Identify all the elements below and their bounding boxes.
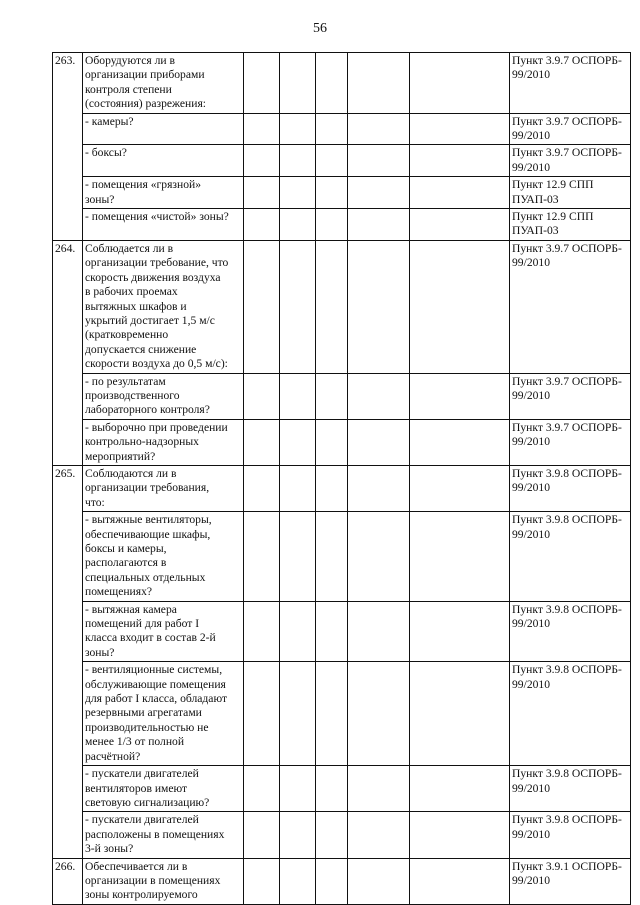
regulation-reference: Пункт 12.9 СПП ПУАП-03 bbox=[510, 177, 631, 209]
requirement-question: Соблюдается ли в организации требование, что скорость движения воздуха в рабочих проемах вытяжных шкафов и укрытий достигает 1,5 м/с (кратковременно допускается снижение скорости воздуха до 0,5 м/с): bbox=[83, 240, 244, 373]
answer-cell bbox=[280, 177, 316, 209]
answer-cell bbox=[410, 53, 510, 114]
answer-cell bbox=[316, 113, 348, 145]
answer-cell bbox=[410, 812, 510, 858]
answer-cell bbox=[244, 601, 280, 662]
regulation-reference: Пункт 3.9.7 ОСПОРБ- 99/2010 bbox=[510, 53, 631, 114]
requirement-subitem: - вытяжные вентиляторы, обеспечивающие шкафы, боксы и камеры, располагаются в специальных отдельных помещениях? bbox=[83, 512, 244, 601]
answer-cell bbox=[244, 145, 280, 177]
checklist-table bbox=[52, 52, 631, 905]
requirement-subitem: - пускатели двигателей расположены в помещениях 3-й зоны? bbox=[83, 812, 244, 858]
answer-cell bbox=[348, 209, 410, 241]
answer-cell bbox=[280, 766, 316, 812]
regulation-reference: Пункт 3.9.8 ОСПОРБ- 99/2010 bbox=[510, 601, 631, 662]
answer-cell bbox=[410, 858, 510, 904]
answer-cell bbox=[244, 240, 280, 373]
item-number: 265. bbox=[53, 465, 83, 858]
requirement-subitem: - вентиляционные системы, обслуживающие помещения для работ I класса, обладают резервными агрегатами производительностью не менее 1/3 от полной расчётной? bbox=[83, 662, 244, 766]
answer-cell bbox=[280, 512, 316, 601]
answer-cell bbox=[348, 145, 410, 177]
regulation-reference: Пункт 3.9.7 ОСПОРБ- 99/2010 bbox=[510, 240, 631, 373]
requirement-subitem: - выборочно при проведении контрольно-надзорных мероприятий? bbox=[83, 419, 244, 465]
answer-cell bbox=[348, 766, 410, 812]
answer-cell bbox=[410, 601, 510, 662]
answer-cell bbox=[280, 601, 316, 662]
item-number: 264. bbox=[53, 240, 83, 465]
answer-cell bbox=[410, 766, 510, 812]
answer-cell bbox=[410, 240, 510, 373]
answer-cell bbox=[348, 662, 410, 766]
regulation-reference: Пункт 3.9.7 ОСПОРБ- 99/2010 bbox=[510, 373, 631, 419]
regulation-reference: Пункт 3.9.8 ОСПОРБ- 99/2010 bbox=[510, 812, 631, 858]
answer-cell bbox=[316, 145, 348, 177]
answer-cell bbox=[280, 113, 316, 145]
answer-cell bbox=[348, 601, 410, 662]
answer-cell bbox=[348, 177, 410, 209]
requirement-question: Обеспечивается ли в организации в помещениях зоны контролируемого bbox=[83, 858, 244, 904]
answer-cell bbox=[316, 209, 348, 241]
regulation-reference: Пункт 12.9 СПП ПУАП-03 bbox=[510, 209, 631, 241]
answer-cell bbox=[316, 419, 348, 465]
requirement-subitem: - пускатели двигателей вентиляторов имеют световую сигнализацию? bbox=[83, 766, 244, 812]
table-row bbox=[53, 512, 631, 601]
requirement-subitem: - помещения «чистой» зоны? bbox=[83, 209, 244, 241]
answer-cell bbox=[410, 419, 510, 465]
requirement-subitem: - вытяжная камера помещений для работ I класса входит в состав 2-й зоны? bbox=[83, 601, 244, 662]
answer-cell bbox=[244, 766, 280, 812]
answer-cell bbox=[348, 373, 410, 419]
answer-cell bbox=[348, 419, 410, 465]
requirement-question: Соблюдаются ли в организации требования, что: bbox=[83, 465, 244, 511]
table-row bbox=[53, 766, 631, 812]
answer-cell bbox=[316, 766, 348, 812]
answer-cell bbox=[244, 858, 280, 904]
answer-cell bbox=[316, 512, 348, 601]
table-row bbox=[53, 145, 631, 177]
answer-cell bbox=[280, 373, 316, 419]
table-row bbox=[53, 113, 631, 145]
answer-cell bbox=[348, 812, 410, 858]
table-row bbox=[53, 209, 631, 241]
answer-cell bbox=[280, 240, 316, 373]
answer-cell bbox=[410, 465, 510, 511]
table-row bbox=[53, 812, 631, 858]
regulation-reference: Пункт 3.9.1 ОСПОРБ- 99/2010 bbox=[510, 858, 631, 904]
answer-cell bbox=[316, 812, 348, 858]
regulation-reference: Пункт 3.9.8 ОСПОРБ- 99/2010 bbox=[510, 766, 631, 812]
answer-cell bbox=[244, 512, 280, 601]
answer-cell bbox=[280, 209, 316, 241]
answer-cell bbox=[348, 858, 410, 904]
answer-cell bbox=[410, 177, 510, 209]
answer-cell bbox=[280, 465, 316, 511]
answer-cell bbox=[280, 145, 316, 177]
answer-cell bbox=[316, 601, 348, 662]
answer-cell bbox=[316, 465, 348, 511]
table-row bbox=[53, 419, 631, 465]
item-number: 263. bbox=[53, 53, 83, 241]
answer-cell bbox=[244, 812, 280, 858]
answer-cell bbox=[348, 240, 410, 373]
answer-cell bbox=[244, 209, 280, 241]
item-number: 266. bbox=[53, 858, 83, 904]
answer-cell bbox=[244, 177, 280, 209]
answer-cell bbox=[410, 113, 510, 145]
answer-cell bbox=[280, 858, 316, 904]
table-row bbox=[53, 662, 631, 766]
answer-cell bbox=[348, 465, 410, 511]
answer-cell bbox=[410, 512, 510, 601]
answer-cell bbox=[316, 53, 348, 114]
requirement-subitem: - камеры? bbox=[83, 113, 244, 145]
answer-cell bbox=[316, 240, 348, 373]
regulation-reference: Пункт 3.9.7 ОСПОРБ- 99/2010 bbox=[510, 113, 631, 145]
table-row bbox=[53, 373, 631, 419]
answer-cell bbox=[244, 373, 280, 419]
answer-cell bbox=[280, 53, 316, 114]
table-row bbox=[53, 465, 631, 511]
requirement-question: Оборудуются ли в организации приборами контроля степени (состояния) разрежения: bbox=[83, 53, 244, 114]
answer-cell bbox=[348, 53, 410, 114]
page-number: 56 bbox=[313, 21, 327, 36]
answer-cell bbox=[244, 662, 280, 766]
regulation-reference: Пункт 3.9.8 ОСПОРБ- 99/2010 bbox=[510, 465, 631, 511]
answer-cell bbox=[316, 177, 348, 209]
answer-cell bbox=[410, 145, 510, 177]
regulation-reference: Пункт 3.9.7 ОСПОРБ- 99/2010 bbox=[510, 145, 631, 177]
answer-cell bbox=[280, 662, 316, 766]
answer-cell bbox=[244, 465, 280, 511]
table-row bbox=[53, 858, 631, 904]
answer-cell bbox=[410, 373, 510, 419]
answer-cell bbox=[348, 113, 410, 145]
regulation-reference: Пункт 3.9.7 ОСПОРБ- 99/2010 bbox=[510, 419, 631, 465]
answer-cell bbox=[316, 858, 348, 904]
requirement-subitem: - боксы? bbox=[83, 145, 244, 177]
regulation-reference: Пункт 3.9.8 ОСПОРБ- 99/2010 bbox=[510, 662, 631, 766]
regulation-reference: Пункт 3.9.8 ОСПОРБ- 99/2010 bbox=[510, 512, 631, 601]
table-row bbox=[53, 53, 631, 114]
answer-cell bbox=[316, 662, 348, 766]
table-row bbox=[53, 601, 631, 662]
answer-cell bbox=[280, 419, 316, 465]
answer-cell bbox=[280, 812, 316, 858]
answer-cell bbox=[244, 113, 280, 145]
requirement-subitem: - по результатам производственного лабораторного контроля? bbox=[83, 373, 244, 419]
answer-cell bbox=[316, 373, 348, 419]
answer-cell bbox=[244, 53, 280, 114]
answer-cell bbox=[348, 512, 410, 601]
table-row bbox=[53, 177, 631, 209]
checklist-body bbox=[53, 53, 631, 905]
answer-cell bbox=[244, 419, 280, 465]
answer-cell bbox=[410, 209, 510, 241]
table-row bbox=[53, 240, 631, 373]
requirement-subitem: - помещения «грязной» зоны? bbox=[83, 177, 244, 209]
answer-cell bbox=[410, 662, 510, 766]
